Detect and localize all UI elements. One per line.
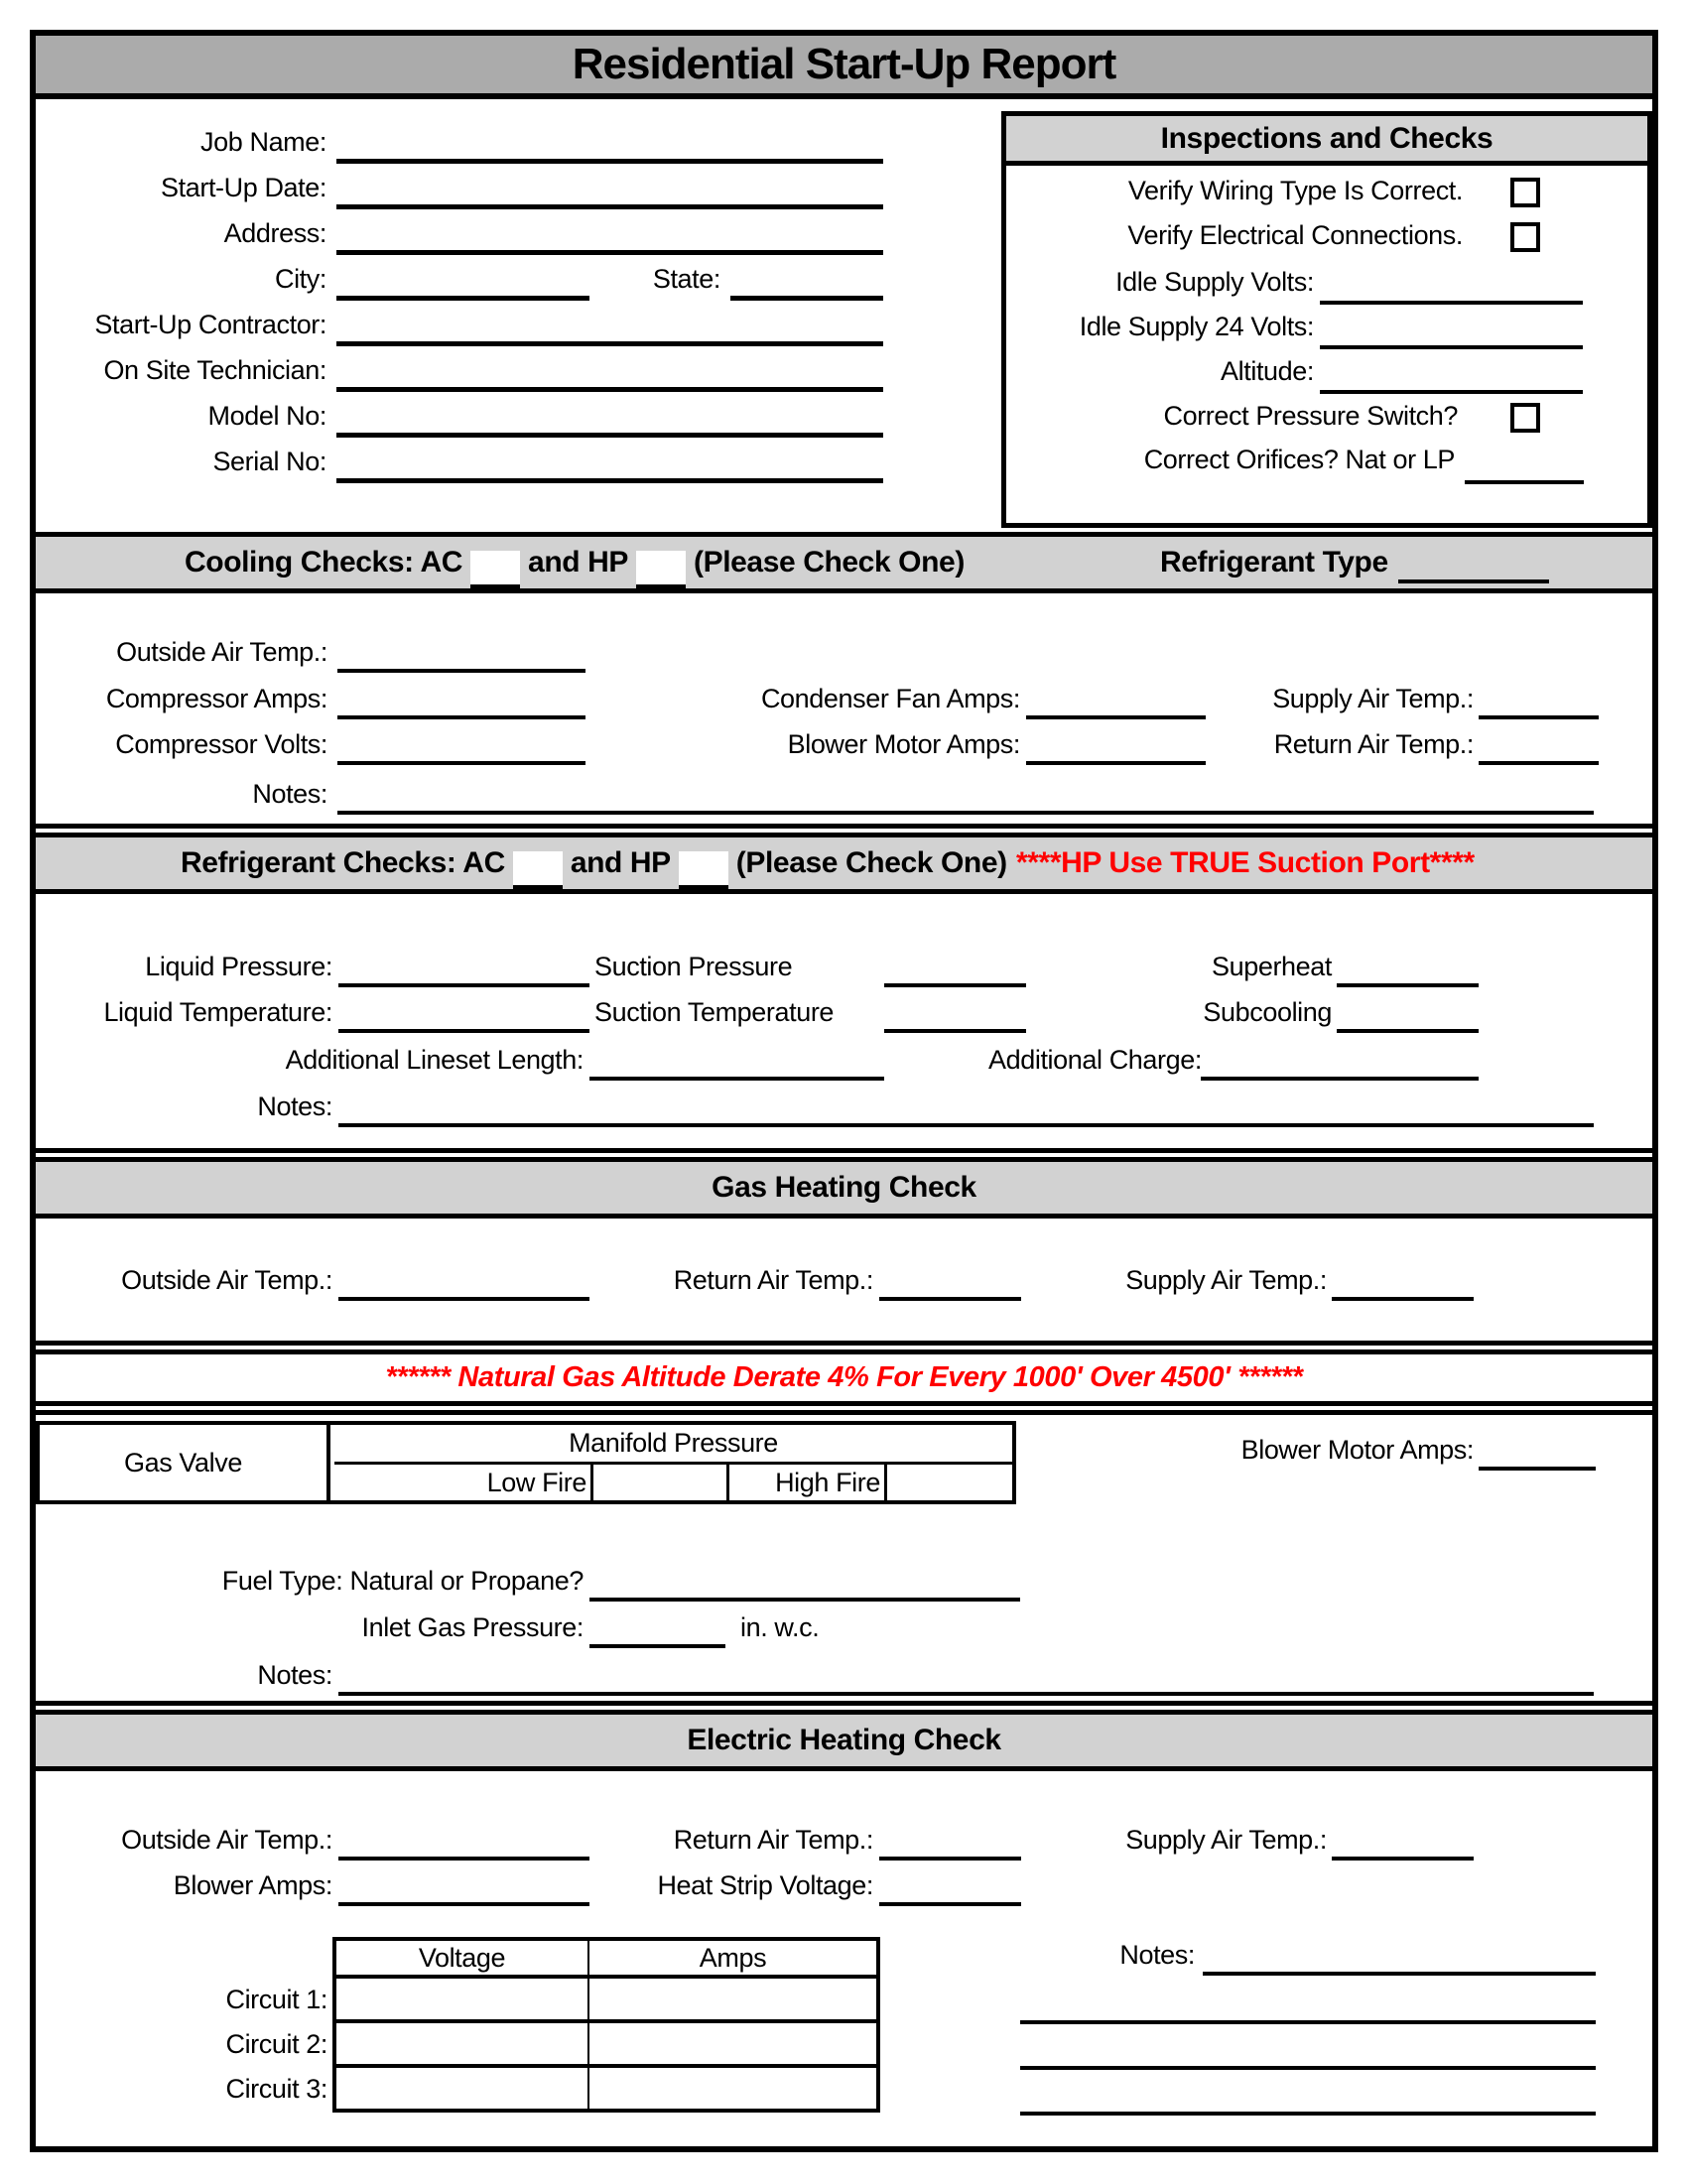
circuit-1-amps-cell[interactable] (589, 1979, 876, 2019)
electric-notes-line-3[interactable] (1020, 2066, 1596, 2070)
cooling-compressor-volts-label: Compressor Volts: (115, 729, 327, 759)
circuit-1-voltage-cell[interactable] (336, 1979, 589, 2019)
cooling-hp-checkbox[interactable] (636, 551, 686, 589)
gas-return-air-temp-label: Return Air Temp.: (673, 1265, 873, 1295)
suction-temperature-label: Suction Temperature (594, 997, 835, 1027)
gas-derate-warning: ****** Natural Gas Altitude Derate 4% For Every 1000' Over 4500' ****** (36, 1349, 1652, 1406)
electric-supply-air-temp-label: Supply Air Temp.: (1125, 1825, 1327, 1855)
start-up-date-input[interactable] (336, 204, 883, 209)
model-no-input[interactable] (336, 433, 883, 438)
electric-return-air-temp-input[interactable] (879, 1857, 1021, 1861)
pressure-switch-checkbox[interactable] (1510, 403, 1540, 433)
cooling-compressor-amps-label: Compressor Amps: (105, 684, 327, 713)
gas-supply-air-temp-label: Supply Air Temp.: (1125, 1265, 1327, 1295)
superheat-label: Superheat (1212, 952, 1332, 981)
low-fire-label-cell: Low Fire (486, 1467, 586, 1497)
refrigerant-bar-suffix: (Please Check One) (735, 846, 1007, 879)
city-input[interactable] (336, 296, 589, 301)
electric-outside-air-temp-input[interactable] (338, 1857, 589, 1861)
electric-notes-label: Notes: (1119, 1940, 1195, 1970)
refrigerant-bar-prefix: Refrigerant Checks: AC (181, 846, 505, 879)
contractor-input[interactable] (336, 341, 883, 346)
gas-outside-air-temp-input[interactable] (338, 1297, 589, 1301)
heat-strip-voltage-input[interactable] (879, 1902, 1021, 1906)
liquid-temperature-input[interactable] (338, 1029, 589, 1033)
liquid-temperature-label: Liquid Temperature: (103, 997, 332, 1027)
address-label: Address: (223, 218, 326, 248)
refrigerant-type-label: Refrigerant Type (1160, 546, 1388, 578)
refrigerant-notes-input[interactable] (338, 1123, 1594, 1127)
liquid-pressure-input[interactable] (338, 983, 589, 987)
cooling-compressor-volts-input[interactable] (337, 761, 585, 765)
additional-charge-label: Additional Charge: (988, 1045, 1202, 1075)
start-up-date-label: Start-Up Date: (161, 173, 326, 202)
gas-return-air-temp-input[interactable] (879, 1297, 1021, 1301)
circuit-3-voltage-cell[interactable] (336, 2068, 589, 2109)
refrigerant-hp-checkbox[interactable] (679, 851, 728, 890)
idle-supply-24-volts-label: Idle Supply 24 Volts: (1079, 312, 1314, 341)
gas-valve-table (36, 1421, 1016, 1504)
model-no-label: Model No: (207, 401, 326, 431)
cooling-return-air-temp-label: Return Air Temp.: (1273, 729, 1474, 759)
refrigerant-section (36, 894, 1652, 1153)
technician-input[interactable] (336, 387, 883, 392)
condenser-fan-amps-input[interactable] (1026, 715, 1206, 719)
cooling-section (36, 593, 1652, 829)
circuit-2-voltage-cell[interactable] (336, 2023, 589, 2064)
heat-strip-voltage-label: Heat Strip Voltage: (657, 1870, 873, 1900)
suction-pressure-input[interactable] (884, 983, 1026, 987)
idle-supply-24-volts-input[interactable] (1320, 345, 1583, 349)
gas-blower-motor-amps-input[interactable] (1479, 1467, 1596, 1471)
fuel-type-label: Fuel Type: Natural or Propane? (221, 1566, 584, 1596)
verify-electrical-label: Verify Electrical Connections. (1127, 220, 1463, 250)
electric-notes-line-2[interactable] (1020, 2020, 1596, 2024)
cooling-compressor-amps-input[interactable] (337, 715, 585, 719)
verify-wiring-label: Verify Wiring Type Is Correct. (1127, 176, 1463, 205)
circuit-3-amps-cell[interactable] (589, 2068, 876, 2109)
serial-no-label: Serial No: (212, 447, 326, 476)
electric-notes-line-4[interactable] (1020, 2112, 1596, 2116)
cooling-bar-prefix: Cooling Checks: AC (185, 546, 463, 578)
cooling-checks-bar (36, 532, 1652, 593)
amps-header: Amps (699, 1943, 767, 1973)
subcooling-label: Subcooling (1203, 997, 1332, 1027)
subcooling-input[interactable] (1337, 1029, 1479, 1033)
cooling-blower-motor-amps-input[interactable] (1026, 761, 1206, 765)
cooling-blower-motor-amps-label: Blower Motor Amps: (787, 729, 1020, 759)
blower-amps-label: Blower Amps: (173, 1870, 332, 1900)
circuit-2-amps-cell[interactable] (589, 2023, 876, 2064)
idle-supply-volts-input[interactable] (1320, 301, 1583, 305)
contractor-label: Start-Up Contractor: (94, 310, 326, 339)
suction-temperature-input[interactable] (884, 1029, 1026, 1033)
electric-supply-air-temp-input[interactable] (1332, 1857, 1474, 1861)
low-fire-value-cell[interactable] (590, 1465, 726, 1500)
suction-pressure-label: Suction Pressure (594, 952, 793, 981)
city-label: City: (274, 264, 326, 294)
blower-amps-input[interactable] (338, 1902, 589, 1906)
circuit-2-label: Circuit 2: (225, 2029, 327, 2059)
electric-outside-air-temp-label: Outside Air Temp.: (121, 1825, 332, 1855)
circuit-1-label: Circuit 1: (225, 1985, 327, 2014)
circuit-table (332, 1937, 880, 2113)
job-name-label: Job Name: (200, 127, 326, 157)
gas-notes-label: Notes: (257, 1660, 332, 1690)
gas-blower-motor-amps-label: Blower Motor Amps: (1240, 1435, 1474, 1465)
inspections-panel-title: Inspections and Checks (1006, 116, 1647, 166)
additional-charge-input[interactable] (1201, 1077, 1479, 1081)
cooling-outside-air-temp-input[interactable] (337, 669, 585, 673)
hp-suction-port-warning: ****HP Use TRUE Suction Port**** (1016, 846, 1475, 879)
altitude-input[interactable] (1320, 390, 1583, 394)
gas-heating-section (36, 1219, 1652, 1346)
circuit-table-header (336, 1941, 876, 1979)
technician-label: On Site Technician: (103, 355, 326, 385)
cooling-notes-input[interactable] (337, 811, 1594, 815)
circuit-2-row (336, 2023, 876, 2068)
circuit-1-row (336, 1979, 876, 2023)
lineset-length-input[interactable] (589, 1077, 884, 1081)
high-fire-label-cell: High Fire (726, 1465, 884, 1500)
state-input[interactable] (730, 296, 883, 301)
inspections-panel (1001, 111, 1652, 528)
inlet-gas-pressure-input[interactable] (589, 1644, 725, 1648)
verify-wiring-checkbox[interactable] (1510, 178, 1540, 207)
circuit-3-label: Circuit 3: (225, 2074, 327, 2104)
cooling-outside-air-temp-label: Outside Air Temp.: (116, 637, 327, 667)
fuel-type-input[interactable] (589, 1598, 1020, 1602)
gas-heating-bar: Gas Heating Check (36, 1157, 1652, 1219)
refrigerant-checks-bar (36, 833, 1652, 894)
liquid-pressure-label: Liquid Pressure: (145, 952, 332, 981)
altitude-label: Altitude: (1221, 356, 1314, 386)
page-title: Residential Start-Up Report (36, 36, 1652, 99)
superheat-input[interactable] (1337, 983, 1479, 987)
cooling-bar-suffix: (Please Check One) (694, 546, 965, 578)
electric-heating-bar: Electric Heating Check (36, 1710, 1652, 1771)
cooling-supply-air-temp-input[interactable] (1479, 715, 1599, 719)
lineset-length-label: Additional Lineset Length: (285, 1045, 584, 1075)
refrigerant-type-input[interactable] (1398, 542, 1549, 583)
circuit-3-row (336, 2068, 876, 2109)
inlet-gas-pressure-unit: in. w.c. (740, 1612, 820, 1642)
pressure-switch-label: Correct Pressure Switch? (1163, 401, 1458, 431)
cooling-return-air-temp-input[interactable] (1479, 761, 1599, 765)
job-name-input[interactable] (336, 159, 883, 164)
address-input[interactable] (336, 250, 883, 255)
report-form (30, 30, 1658, 2152)
orifices-input[interactable] (1465, 480, 1584, 484)
gas-outside-air-temp-label: Outside Air Temp.: (121, 1265, 332, 1295)
electric-notes-input[interactable] (1203, 1972, 1596, 1976)
verify-electrical-checkbox[interactable] (1510, 222, 1540, 252)
electric-return-air-temp-label: Return Air Temp.: (673, 1825, 873, 1855)
electric-heating-section (36, 1771, 1652, 2146)
refrigerant-notes-label: Notes: (257, 1092, 332, 1121)
cooling-notes-label: Notes: (252, 779, 327, 809)
refrigerant-bar-mid: and HP (570, 846, 671, 879)
gas-valve-cell: Gas Valve (40, 1425, 330, 1500)
orifices-label: Correct Orifices? Nat or LP (1143, 445, 1455, 474)
state-label: State: (652, 264, 720, 294)
serial-no-input[interactable] (336, 478, 883, 483)
cooling-ac-checkbox[interactable] (470, 551, 520, 589)
gas-supply-air-temp-input[interactable] (1332, 1297, 1474, 1301)
gas-valve-section (36, 1410, 1652, 1706)
manifold-pressure-header: Manifold Pressure (334, 1425, 1012, 1465)
inlet-gas-pressure-label: Inlet Gas Pressure: (361, 1612, 584, 1642)
voltage-header: Voltage (336, 1941, 589, 1975)
job-info-section (36, 99, 1652, 532)
condenser-fan-amps-label: Condenser Fan Amps: (760, 684, 1020, 713)
cooling-supply-air-temp-label: Supply Air Temp.: (1272, 684, 1474, 713)
gas-notes-input[interactable] (338, 1692, 1594, 1696)
high-fire-value-cell[interactable] (884, 1465, 1012, 1500)
refrigerant-ac-checkbox[interactable] (513, 851, 563, 890)
cooling-bar-mid: and HP (528, 546, 628, 578)
idle-supply-volts-label: Idle Supply Volts: (1115, 267, 1314, 297)
